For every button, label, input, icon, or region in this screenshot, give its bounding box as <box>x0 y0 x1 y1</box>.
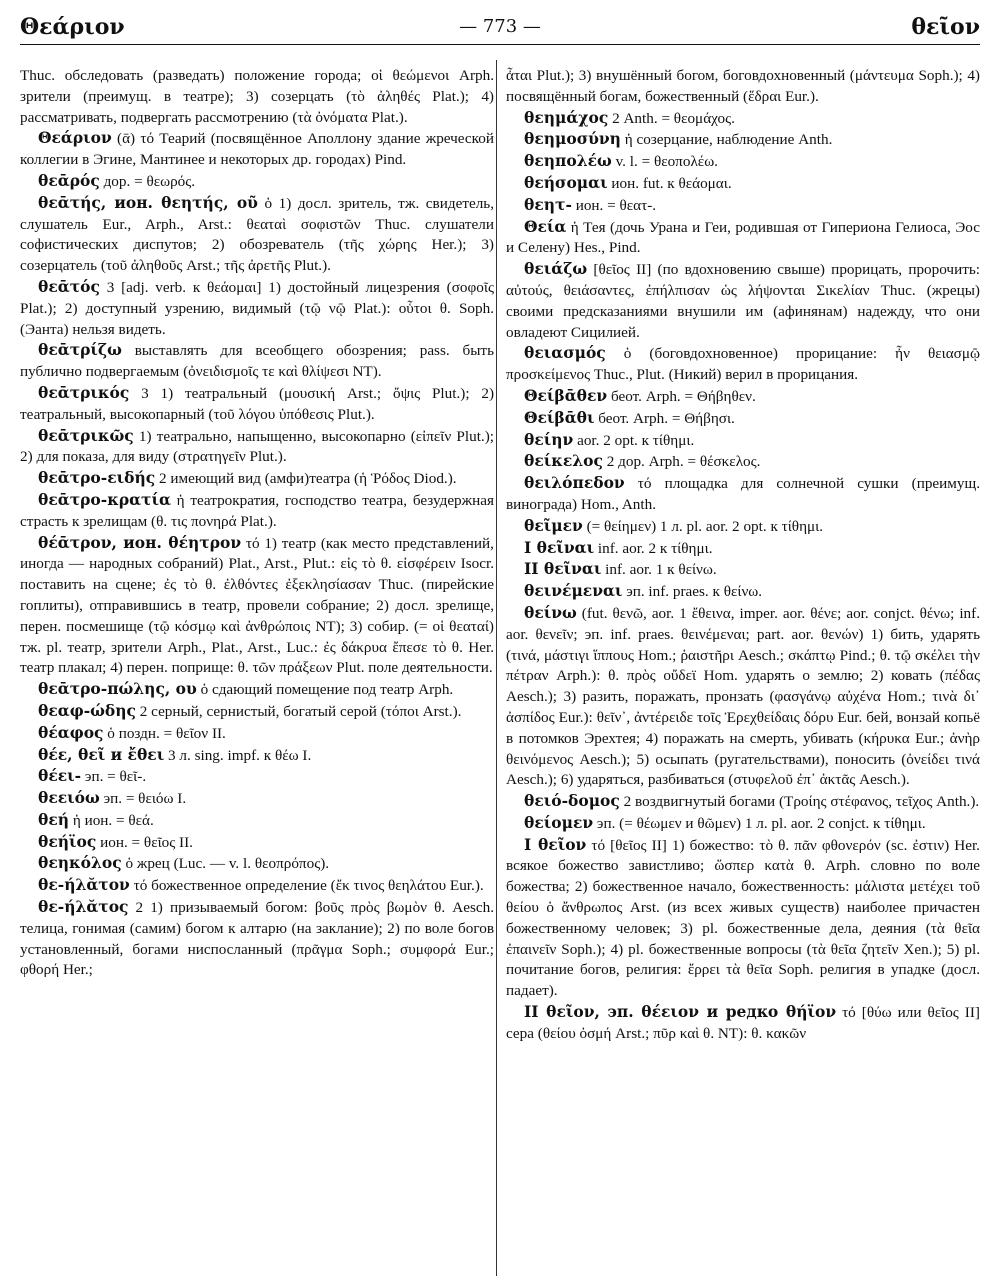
entry-headword: θέε, θεῖ и ἔθει <box>38 744 165 764</box>
entry-headword: θεᾱτρο-πώλης, ου <box>38 679 197 699</box>
entry-text: ион. = θεῖος II. <box>96 833 193 851</box>
entry-text: эп. (= θέωμεν и θῶμεν) 1 л. pl. aor. 2 conjct. к τίθημι. <box>593 814 926 832</box>
left-column <box>20 66 494 1274</box>
entry-text: τό [θεῖος II] 1) божество: τὸ θ. πᾶν φθονερόν (sc. ἐστιν) Her. всякое божество завистливо; ὥσπερ κατὰ θ. Arph. словно по воле божества; 2) божественное начало, божественность: μάλιστα μετέχει τοῦ θείου ὁ ἄνθρωπος Arst. (из всех живых существ) наиболее причастен божественному человек; 3) pl. божественные дела, деяния (τὰ θεῖα ἐπαινεῖν Soph.); 4) pl. божественные вопросы (τὰ θεῖα ζητεῖν Xen.); 5) pl. почитание богов, религия: ἔρρει τὰ θεῖα Soph. религия в упадке (досл. падает). <box>506 836 980 1000</box>
dictionary-entry <box>20 679 494 701</box>
entry-text: 2 имеющий вид (амфи)театра (ἡ Ῥόδος Diod.). <box>155 470 457 488</box>
dictionary-entry <box>506 259 980 343</box>
entry-text: дор. = θεωρός. <box>99 172 196 190</box>
entry-text: 2 дор. Arph. = θέσκελος. <box>602 453 761 471</box>
entry-text: v. l. = θεοπολέω. <box>611 153 718 171</box>
dictionary-entry <box>20 383 494 426</box>
entry-headword: θε-ήλᾰτος <box>38 897 129 917</box>
dictionary-entry <box>506 516 980 538</box>
dictionary-entry <box>20 832 494 854</box>
right-column <box>506 66 980 1274</box>
entry-headword: θεᾱτός <box>38 276 100 296</box>
dictionary-entry <box>506 343 980 386</box>
entry-headword: θεημάχος <box>524 107 609 127</box>
entry-text: (fut. θενῶ, aor. 1 ἔθεινα, imper. aor. θένε; aor. conjct. θένω; inf. aor. θενεῖν; эп. inf. praes. θεινέμεναι; part. aor. θενών) 1) бить, ударять (τινά, μάστιγι ἵππους Hom.; ῥαιστῆρι Aesch.; σκάπτῳ Pind.; θ. τῷ σκέλει τὴν πέτραν Arph.): θ. πρὸς οὔδεϊ Hom. ударять о землю; 2) ковать (πέδας Aesch.); 3) разить, поражать, пронзать (φασγάνῳ αὐχένα Hom.; τινὰ δι᾽ ἀσπίδος Eur.): θεῖν᾽, ἀντέρειδε τοῖς Ἐρεχθείδαις δόρυ Eur. бей, вонзай копьё в потомков Эрехтея; 4) поражать на смерть, убивать (κήρυκα Eur.; ἀνὴρ θεινόμενος Aesch.); 5) осыпать (ругательствами), поносить (ὀνείδει τινά Aesch.); 6) ударяться, разбиваться (στυφελοῦ ἐπ᾽ ἀκτᾶς Aesch.). <box>506 604 980 789</box>
entry-text: ἡ Тея (дочь Урана и Геи, родившая от Гипериона Гелиоса, Эос и Селену) Hes., Pind. <box>506 218 980 257</box>
dictionary-entry <box>20 897 494 981</box>
header-right-word: θεῖον <box>911 14 980 40</box>
dictionary-entry <box>506 813 980 835</box>
entry-text: (= θείημεν) 1 л. pl. aor. 2 opt. к τίθημι. <box>582 517 824 535</box>
dictionary-entry <box>20 810 494 832</box>
dictionary-entry <box>20 277 494 340</box>
header-left-word: Θεάριον <box>20 14 125 40</box>
entry-headword: Θείβᾱθι <box>524 407 595 427</box>
entry-text: ἆται Plut.); 3) внушённый богом, боговдохновенный (μάντευμα Soph.); 4) посвящённый богам, божественный (ἕδραι Eur.). <box>506 67 980 105</box>
entry-text: выставлять для всеобщего обозрения; pass. быть публично подвергаемым (ὀνειδισμοῖς τε καὶ θλίψεσι NT). <box>20 342 494 381</box>
entry-text: [θεῖος II] (по вдохновению свыше) прорицать, пророчить: αὐτούς, θειάσαντες, ἐπήλπισαν ὡς λήψονται Σικελίαν Thuc. (жрецы) своими предсказаниями внушили им (афинянам) надежду, что они овладеют Сицилией. <box>506 261 980 341</box>
dictionary-entry <box>506 603 980 791</box>
dictionary-entry <box>506 559 980 581</box>
dictionary-entry <box>506 195 980 217</box>
entry-text: ὁ поздн. = θεῖον II. <box>103 724 226 742</box>
entry-text: ἡ театрократия, господство театра, безудержная страсть к зрелищам (θ. τις πονηρά Plat.). <box>20 491 494 530</box>
entry-text: ἡ созерцание, наблюдение Anth. <box>620 131 833 149</box>
dictionary-entry <box>20 723 494 745</box>
dictionary-entry <box>20 66 494 128</box>
entry-text: ὁ жрец (Luc. — v. l. θεοπρόπος). <box>121 855 330 873</box>
entry-headword: II θεῖον, эп. θέειον и редко θήϊον <box>524 1002 837 1022</box>
entry-text: беот. Arph. = Θήβηθεν. <box>607 387 756 405</box>
entry-text: 3 1) театральный (μουσική Arst.; ὄψις Plut.); 2) театральный, высокопарный (τοῦ λόγου ὑπόθεσις Plut.). <box>20 384 494 423</box>
dictionary-entry <box>20 745 494 767</box>
entry-text: ион. = θεατ-. <box>571 196 657 214</box>
entry-headword: θειλόπεδον <box>524 473 625 493</box>
entry-text: (ᾱ) τό Теарий (посвящённое Аполлону здание жреческой коллегии в Эгине, Мантинее и некоторых др. городах) Pind. <box>20 130 494 169</box>
dictionary-entry <box>20 128 494 171</box>
page-header <box>20 14 980 46</box>
entry-headword: θεημοσύνη <box>524 129 621 149</box>
entry-headword: θεηπολέω <box>524 151 612 171</box>
entry-text: 2 воздвигнутый богами (Τροίης στέφανος, τεῖχος Anth.). <box>619 793 980 811</box>
dictionary-entry <box>20 171 494 193</box>
entry-text: aor. 2 opt. к τίθημι. <box>573 431 695 449</box>
entry-text: ὁ 1) досл. зритель, тж. свидетель, слушатель Eur., Arph., Arst.: θεαταὶ σοφιστῶν Thuc. слушатели софистических диспутов; 2) обозреватель (τῆς χώρης Her.); 3) созерцатель (τοῦ ἀληθοῦς Arst.; τῆς ἀρετῆς Plut.). <box>20 194 494 275</box>
dictionary-entry <box>506 1002 980 1045</box>
entry-headword: θεαφ-ώδης <box>38 700 136 720</box>
dictionary-entry <box>506 581 980 603</box>
dictionary-entry <box>506 108 980 130</box>
entry-headword: θεᾱτής, ион. θεητής, οῦ <box>38 192 258 212</box>
entry-headword: θε-ήλᾰτον <box>38 875 130 895</box>
dictionary-entry <box>20 193 494 277</box>
entry-headword: θείομεν <box>524 812 594 832</box>
entry-headword: θεᾱτρο-ειδής <box>38 468 156 488</box>
dictionary-entry <box>506 835 980 1002</box>
entry-text: ион. fut. к θεάομαι. <box>607 174 732 192</box>
dictionary-entry <box>506 151 980 173</box>
dictionary-entry <box>506 473 980 516</box>
entry-headword: θεινέμεναι <box>524 581 623 601</box>
dictionary-entry <box>20 468 494 490</box>
dictionary-entry <box>506 129 980 151</box>
entry-text: эп. = θειόω I. <box>99 790 187 808</box>
entry-headword: θείην <box>524 429 574 449</box>
entry-text: 2 1) призываемый богом: βοῦς πρὸς βωμὸν θ. Aesch. телица, гонимая (самим) богом к алтарю (на заклание); 2) по воле богов установленный, богами ниспосланный (πρᾶγμα Soph.; συμφορά Eur.; φθορή Her.; <box>20 899 494 979</box>
entry-headword: θειασμός <box>524 343 606 363</box>
entry-headword: θεᾱτρικός <box>38 382 130 402</box>
entry-headword: θεήϊος <box>38 831 97 851</box>
entry-headword: θειό-δομος <box>524 791 620 811</box>
entry-headword: θείκελος <box>524 451 603 471</box>
entry-headword: θεήσομαι <box>524 172 608 192</box>
entry-headword: θεῖμεν <box>524 515 583 535</box>
entry-text: эп. inf. praes. к θείνω. <box>622 583 763 601</box>
dictionary-entry <box>20 875 494 897</box>
entry-headword: θειάζω <box>524 259 588 279</box>
entry-headword: θεή <box>38 809 70 829</box>
dictionary-entry <box>20 701 494 723</box>
dictionary-entry <box>506 791 980 813</box>
entry-headword: θεηκόλος <box>38 853 122 873</box>
entry-text: эп. = θεῖ-. <box>81 768 147 786</box>
entry-text: беот. Arph. = Θήβησι. <box>594 409 735 427</box>
entry-headword: Θείβᾱθεν <box>524 385 608 405</box>
entry-headword: θέαφος <box>38 722 104 742</box>
dictionary-entry <box>20 533 494 680</box>
entry-text: 3 л. sing. impf. к θέω I. <box>164 746 312 764</box>
entry-headword: II θεῖναι <box>524 559 602 579</box>
dictionary-entry <box>506 538 980 560</box>
dictionary-entry <box>20 853 494 875</box>
entry-text: 1) театрально, напыщенно, высокопарно (εἰπεῖν Plut.); 2) для показа, для виду (στρατηγεῖν Plut.). <box>20 427 494 466</box>
dictionary-entry <box>20 490 494 533</box>
page-number: — 773 — <box>459 16 541 37</box>
entry-text: inf. aor. 2 к τίθημι. <box>594 539 713 557</box>
entry-text: τό [θύω или θεῖος II] сера (θείου ὀσμή Arst.; πῦρ καὶ θ. NT): θ. κακῶν <box>506 1004 980 1042</box>
dictionary-entry <box>506 430 980 452</box>
entry-headword: θεᾱρός <box>38 170 100 190</box>
dictionary-entry <box>20 426 494 469</box>
entry-text: 3 [adj. verb. к θεάομαι] 1) достойный лицезрения (σοφοῖς Plat.); 2) доступный узрению, видимый (τῷ νῷ Plat.): οὗτοι θ. Soph. (Эанта) нельзя видеть. <box>20 278 494 338</box>
column-divider <box>496 60 497 1276</box>
entry-headword: θείνω <box>524 602 577 622</box>
entry-headword: Θεάριον <box>38 128 112 148</box>
entry-headword: θεᾱτρίζω <box>38 340 122 360</box>
entry-headword: θεᾱτρο-κρατία <box>38 489 171 509</box>
entry-headword: θέᾱτρον, ион. θέητρον <box>38 532 242 552</box>
entry-headword: Θεία <box>524 216 567 236</box>
dictionary-entry <box>506 451 980 473</box>
dictionary-entry <box>506 386 980 408</box>
dictionary-entry <box>20 788 494 810</box>
entry-text: ὁ сдающий помещение под театр Arph. <box>196 681 454 699</box>
header-rule <box>20 44 980 45</box>
dictionary-entry <box>20 340 494 383</box>
dictionary-entry <box>506 173 980 195</box>
entry-headword: θεητ- <box>524 194 572 214</box>
entry-headword: θεᾱτρικῶς <box>38 425 134 445</box>
entry-text: ἡ ион. = θεά. <box>69 811 154 829</box>
entry-text: 2 серный, сернистый, богатый серой (τόποι Arst.). <box>135 702 462 720</box>
entry-headword: θεειόω <box>38 788 100 808</box>
entry-text: τό 1) театр (как место представлений, иногда — народных собраний) Plat., Arst., Plut.: εἰς τὸ θ. εἰσφέρειν Isocr. поставить на сцене; ἐς τὸ θ. ἐλθόντες ἐξεκλησίασαν Thuc. (пирейские гоплиты), отправившись в театр, провели собрание; 2) досл. зрелище, перен. посмешище (τῷ κόσμῳ καὶ ἀνθρώποις NT); 3) собир. (= οἱ θεαταί) тж. pl. театр, зрители Arph., Plat., Arst., Luc.: ἐς δάκρυα ἔπεσε τὸ θ. Her. театр плакал; 4) перен. поприще: θ. τῶν πράξεων Plut. поле деятельности. <box>20 534 494 677</box>
dictionary-entry <box>506 66 980 108</box>
entry-headword: I θεῖναι <box>524 537 595 557</box>
entry-text: ὁ (боговдохновенное) прорицание: ἦν θειασμῷ προσκείμενος Thuc., Plut. (Никий) верил в прорицания. <box>506 345 980 384</box>
dictionary-entry <box>20 766 494 788</box>
entry-text: τό площадка для солнечной сушки (преимущ. винограда) Hom., Anth. <box>506 475 980 513</box>
entry-headword: θέει- <box>38 766 82 786</box>
dictionary-entry <box>506 408 980 430</box>
entry-text: 2 Anth. = θεομάχος. <box>608 109 735 127</box>
dictionary-entry <box>506 217 980 260</box>
entry-text: Thuc. обследовать (разведать) положение города; οἱ θεώμενοι Arph. зрители (преимущ. в театре); 3) созерцать (τὸ ἀληθές Plat.); 4) рассматривать, подвергать рассмотрению (τὰ ὀνόματα Plat.). <box>20 67 494 126</box>
entry-text: inf. aor. 1 к θείνω. <box>601 561 717 579</box>
entry-headword: I θεῖον <box>524 834 587 854</box>
entry-text: τό божественное определение (ἔκ τινος θεηλάτου Eur.). <box>129 877 484 895</box>
